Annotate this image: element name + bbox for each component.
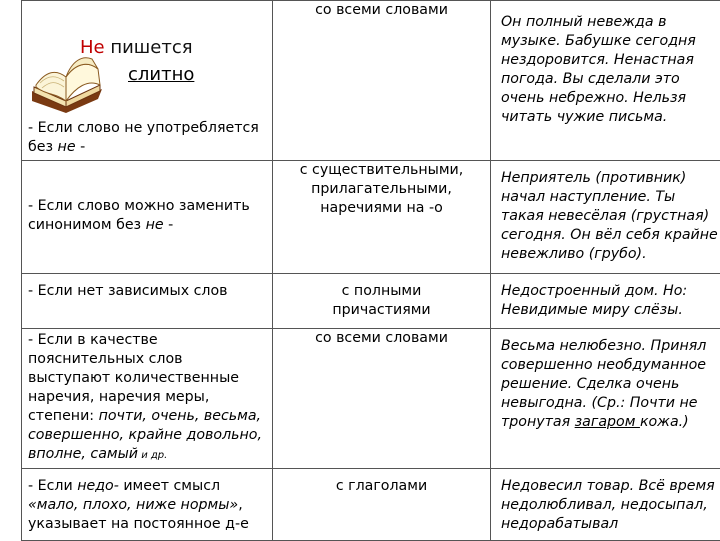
title-rest: пишется <box>105 37 193 58</box>
table-row <box>22 469 720 541</box>
condition-text: - Если в качестве пояснительных слов выступают количественные наречия, наречия меры, степени: почти, очень, весьма, совершенно, крайне довольно, вполне, самый и др. <box>22 329 272 465</box>
table-row <box>22 161 720 274</box>
scope-cell <box>273 329 491 469</box>
examples-cell <box>491 1 720 161</box>
scope-cell <box>273 469 491 541</box>
book-icon <box>28 51 106 113</box>
examples-cell <box>491 274 720 329</box>
scope-text: с глаголами <box>273 469 490 496</box>
examples-cell <box>491 161 720 274</box>
scope-text: со всеми словами <box>273 329 490 348</box>
table-row <box>22 329 720 469</box>
scope-cell <box>273 161 491 274</box>
examples-text: Недовесил товар. Всё время недолюбливал, недосыпал, недорабатывал <box>491 469 720 534</box>
examples-cell <box>491 469 720 541</box>
examples-text: Неприятель (противник) начал наступление. Ты такая невесёлая (грустная) сегодня. Он вёл себя крайне невежливо (грубо). <box>491 161 720 264</box>
title-ne: Не <box>80 37 105 58</box>
examples-text: Недостроенный дом. Но: Невидимые миру слёзы. <box>491 274 720 320</box>
scope-cell <box>273 1 491 161</box>
table-row <box>22 274 720 329</box>
scope-text: с полными причастиями <box>273 274 490 320</box>
condition-cell <box>22 469 273 541</box>
condition-text: - Если слово не употребляется без не - <box>22 119 272 157</box>
table-row <box>22 1 720 161</box>
scope-text: с существительными, прилагательными, наречиями на -о <box>273 161 490 218</box>
condition-text: - Если нет зависимых слов <box>22 274 272 301</box>
condition-cell <box>22 1 273 161</box>
examples-text: Он полный невежда в музыке. Бабушке сегодня нездоровится. Ненастная погода. Вы сделали это очень небрежно. Нельзя читать чужие письма. <box>491 1 720 127</box>
condition-cell <box>22 161 273 274</box>
condition-text: - Если слово можно заменить синонимом без не - <box>22 161 272 235</box>
examples-text: Весьма нелюбезно. Принял совершенно необдуманное решение. Сделка очень невыгодна. (Ср.: Почти не тронутая загаром кожа.) <box>491 329 720 432</box>
condition-text: - Если недо- имеет смысл «мало, плохо, ниже нормы», указывает на постоянное д-е <box>22 469 272 534</box>
rules-table <box>21 0 720 541</box>
title-line-2: слитно <box>128 65 194 84</box>
scope-text: со всеми словами <box>273 1 490 20</box>
title-block <box>22 1 272 119</box>
scope-cell <box>273 274 491 329</box>
condition-cell <box>22 274 273 329</box>
title-line-1 <box>80 38 193 57</box>
examples-cell <box>491 329 720 469</box>
condition-cell <box>22 329 273 469</box>
